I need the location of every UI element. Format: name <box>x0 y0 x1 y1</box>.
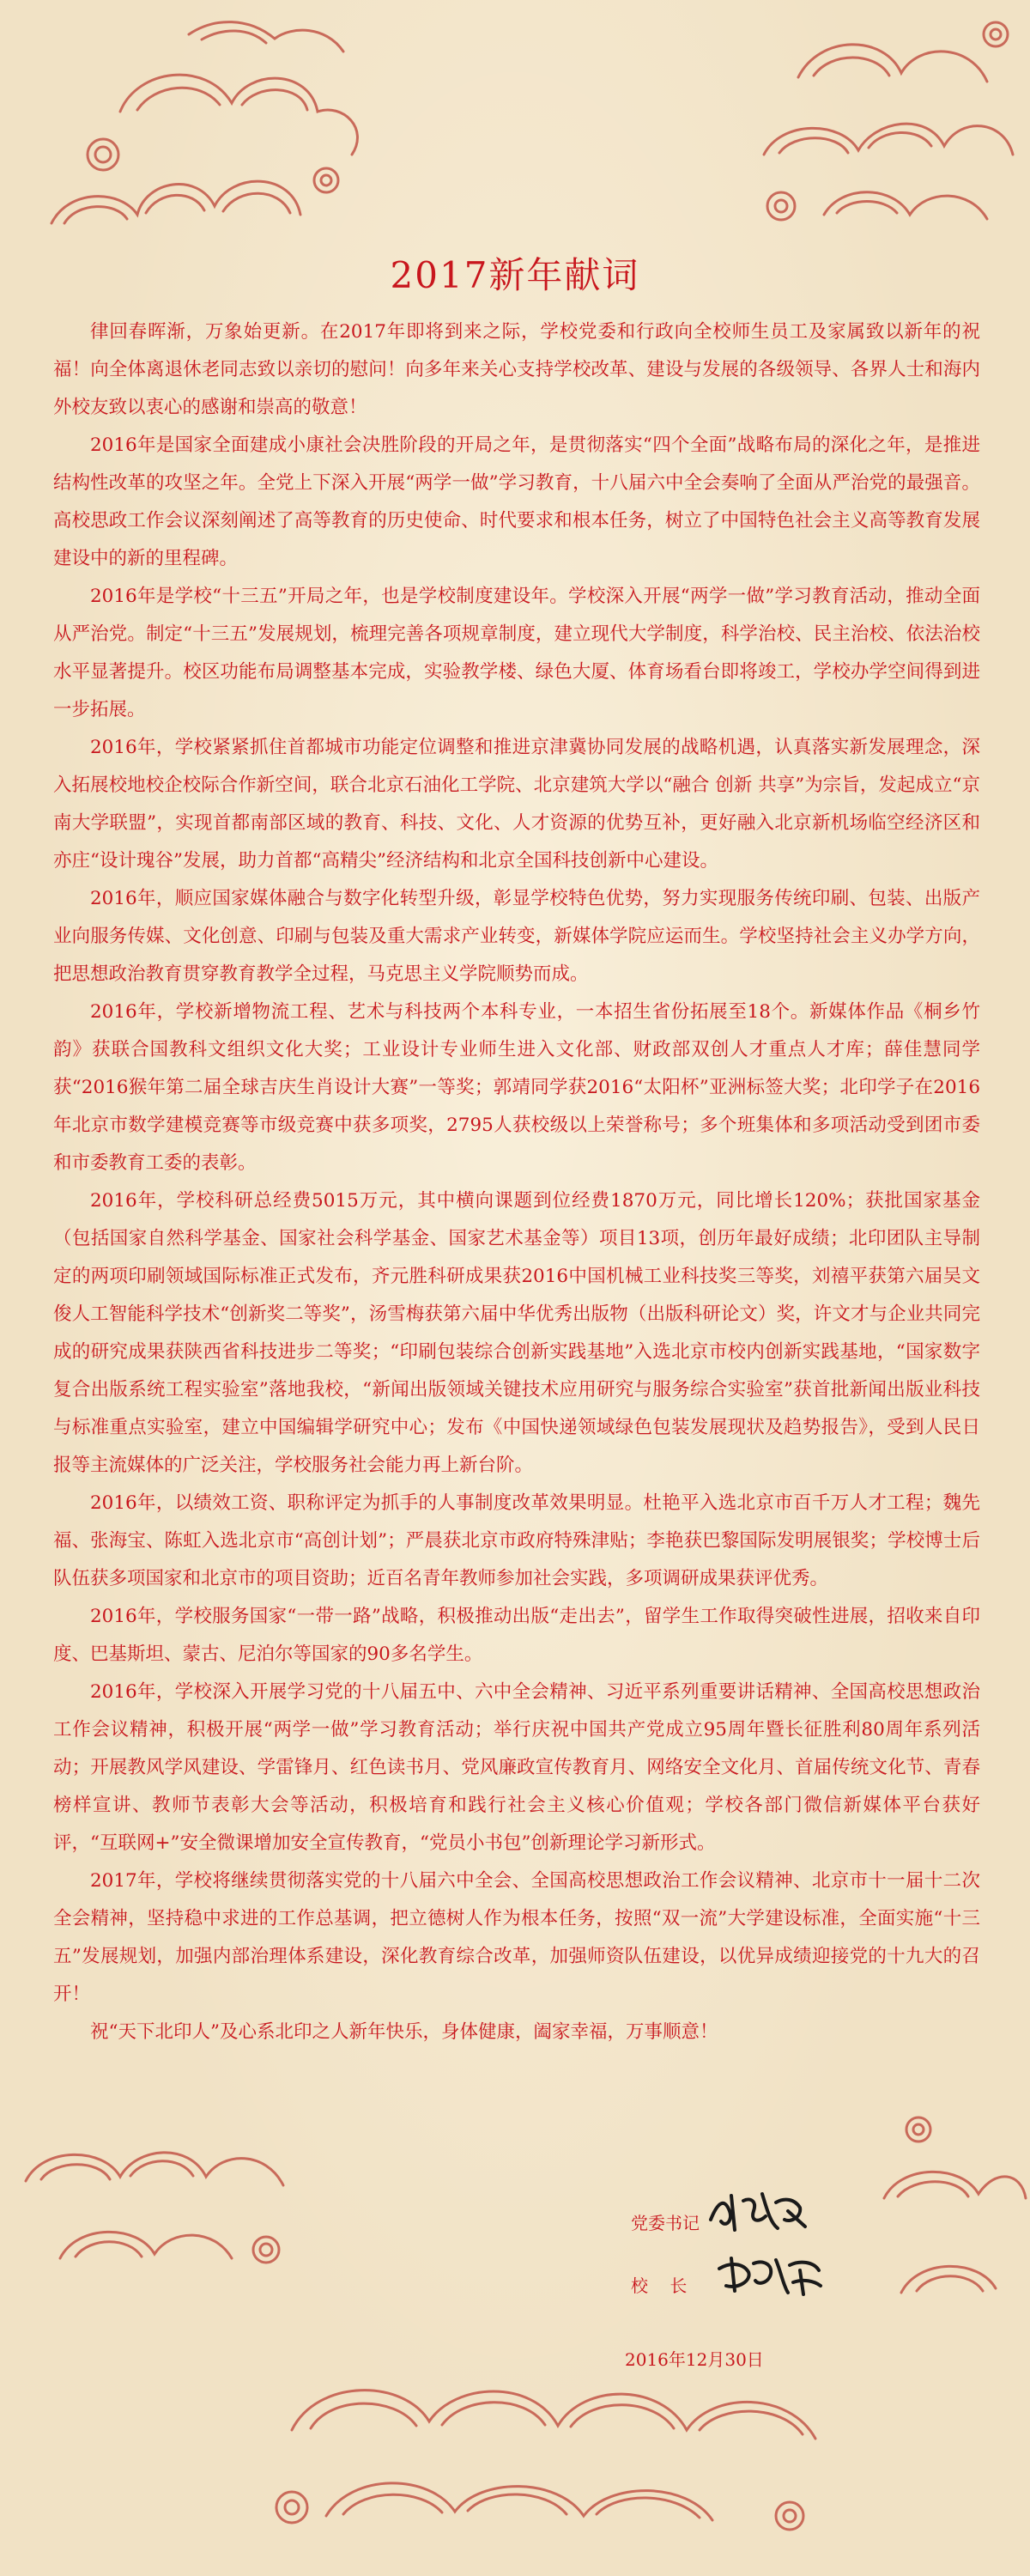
paragraph: 2016年，学校服务国家“一带一路”战略，积极推动出版“走出去”，留学生工作取得突破性进展，招收来自印度、巴基斯坦、蒙古、尼泊尔等国家的90多名学生。 <box>53 1606 980 1665</box>
paragraph: 2016年，顺应国家媒体融合与数字化转型升级，彰显学校特色优势，努力实现服务传统印刷、包装、出版产业向服务传媒、文化创意、印刷与包装及重大需求产业转变，新媒体学院应运而生。学校坚持社会主义办学方向，把思想政治教育贯穿教育教学全过程，马克思主义学院顺势而成。 <box>53 888 980 985</box>
paragraph: 2016年，学校深入开展学习党的十八届五中、六中全会精神、习近平系列重要讲话精神、全国高校思想政治工作会议精神，积极开展“两学一做”学习教育活动；举行庆祝中国共产党成立95周年暨长征胜利80周年系列活动；开展教风学风建设、学雷锋月、红色读书月、党风廉政宣传教育月、网络安全文化月、首届传统文化节、青春榜样宣讲、教师节表彰大会等活动，积极培育和践行社会主义核心价值观；学校各部门微信新媒体平台获好评，“互联网+”安全微课增加安全宣传教育，“党员小书包”创新理论学习新形式。 <box>53 1681 980 1854</box>
cloud-ornament-top-right <box>738 0 1030 249</box>
secretary-handwritten-signature <box>706 2185 809 2237</box>
cloud-ornament-bottom-left <box>9 2112 318 2318</box>
paragraph: 律回春晖渐，万象始更新。在2017年即将到来之际，学校党委和行政向全校师生员工及家属致以新年的祝福！向全体离退休老同志致以亲切的慰问！向多年来关心支持学校改革、建设与发展的各级领导、各界人士和海内外校友致以衷心的感谢和崇高的敬意！ <box>53 321 980 418</box>
paragraph: 2016年，学校紧紧抓住首都城市功能定位调整和推进京津冀协同发展的战略机遇，认真落实新发展理念，深入拓展校地校企校际合作新空间，联合北京石油化工学院、北京建筑大学以“融合 创新 共享”为宗旨，发起成立“京南大学联盟”，实现首都南部区域的教育、科技、文化、人才资源的优势互补，更好融入北京新机场临空经济区和亦庄“设计瑰谷”发展，助力首都“高精尖”经济结构和北京全国科技创新中心建设。 <box>53 737 980 872</box>
president-signature-label: 校 长 <box>631 2275 688 2296</box>
paragraph: 2017年，学校将继续贯彻落实党的十八届六中全会、全国高校思想政治工作会议精神、北京市十一届十二次全会精神，坚持稳中求进的工作总基调，把立德树人作为根本任务，按照“双一流”大学建设标准，全面实施“十三五”发展规划，加强内部治理体系建设，深化教育综合改革，加强师资队伍建设，以优异成绩迎接党的十九大的召开！ <box>53 1870 980 2005</box>
letter-body <box>53 313 980 2051</box>
closing-wish: 祝“天下北印人”及心系北印之人新年快乐，身体健康，阖家幸福，万事顺意！ <box>90 2021 718 2043</box>
paragraph: 2016年是国家全面建成小康社会决胜阶段的开局之年，是贯彻落实“四个全面”战略布局的深化之年，是推进结构性改革的攻坚之年。全党上下深入开展“两学一做”学习教育，十八届六中全会奏响了全面从严治党的最强音。高校思政工作会议深刻阐述了高等教育的历史使命、时代要求和根本任务，树立了中国特色社会主义高等教育发展建设中的新的里程碑。 <box>53 434 980 569</box>
paragraph: 2016年，学校新增物流工程、艺术与科技两个本科专业，一本招生省份拓展至18个。新媒体作品《桐乡竹韵》获联合国教科文组织文化大奖；工业设计专业师生进入文化部、财政部双创人才重点人才库；薛佳慧同学获“2016猴年第二届全球吉庆生肖设计大赛”一等奖；郭靖同学获2016“太阳杯”亚洲标签大奖；北印学子在2016年北京市数学建模竞赛等市级竞赛中获多项奖，2795人获校级以上荣誉称号；多个班集体和多项活动受到团市委和市委教育工委的表彰。 <box>53 1001 980 1174</box>
page-title: 2017新年献词 <box>390 254 640 296</box>
cloud-ornament-bottom-center <box>258 2336 858 2576</box>
letter-date: 2016年12月30日 <box>625 2349 764 2370</box>
cloud-ornament-top-left <box>17 9 395 266</box>
paragraph: 2016年是学校“十三五”开局之年，也是学校制度建设年。学校深入开展“两学一做”学习教育活动，推动全面从严治党。制定“十三五”发展规划，梳理完善各项规章制度，建立现代大学制度，科学治校、民主治校、依法治校水平显著提升。校区功能布局调整基本完成，实验教学楼、绿色大厦、体育场看台即将竣工，学校办学空间得到进一步拓展。 <box>53 586 980 720</box>
paragraph: 2016年，学校科研总经费5015万元，其中横向课题到位经费1870万元，同比增长120%；获批国家基金（包括国家自然科学基金、国家社会科学基金、国家艺术基金等）项目13项，创历年最好成绩；北印团队主导制定的两项印刷领域国际标准正式发布，齐元胜科研成果获2016中国机械工业科技奖三等奖，刘禧平获第六届吴文俊人工智能科学技术“创新奖二等奖”，汤雪梅获第六届中华优秀出版物（出版科研论文）奖，许文才与企业共同完成的研究成果获陕西省科技进步二等奖；“印刷包装综合创新实践基地”入选北京市校内创新实践基地，“国家数字复合出版系统工程实验室”落地我校，“新闻出版领域关键技术应用研究与服务综合实验室”获首批新闻出版业科技与标准重点实验室，建立中国编辑学研究中心；发布《中国快递领域绿色包装发展现状及趋势报告》，受到人民日报等主流媒体的广泛关注，学校服务社会能力再上新台阶。 <box>53 1190 980 1476</box>
president-handwritten-signature <box>714 2251 826 2300</box>
paragraph: 2016年，以绩效工资、职称评定为抓手的人事制度改革效果明显。杜艳平入选北京市百千万人才工程；魏先福、张海宝、陈虹入选北京市“高创计划”；严晨获北京市政府特殊津贴；李艳获巴黎国际发明展银奖；学校博士后队伍获多项国家和北京市的项目资助；近百名青年教师参加社会实践，多项调研成果获评优秀。 <box>53 1492 980 1589</box>
cloud-ornament-bottom-right <box>867 2095 1030 2353</box>
secretary-signature-label: 党委书记 <box>631 2213 700 2233</box>
